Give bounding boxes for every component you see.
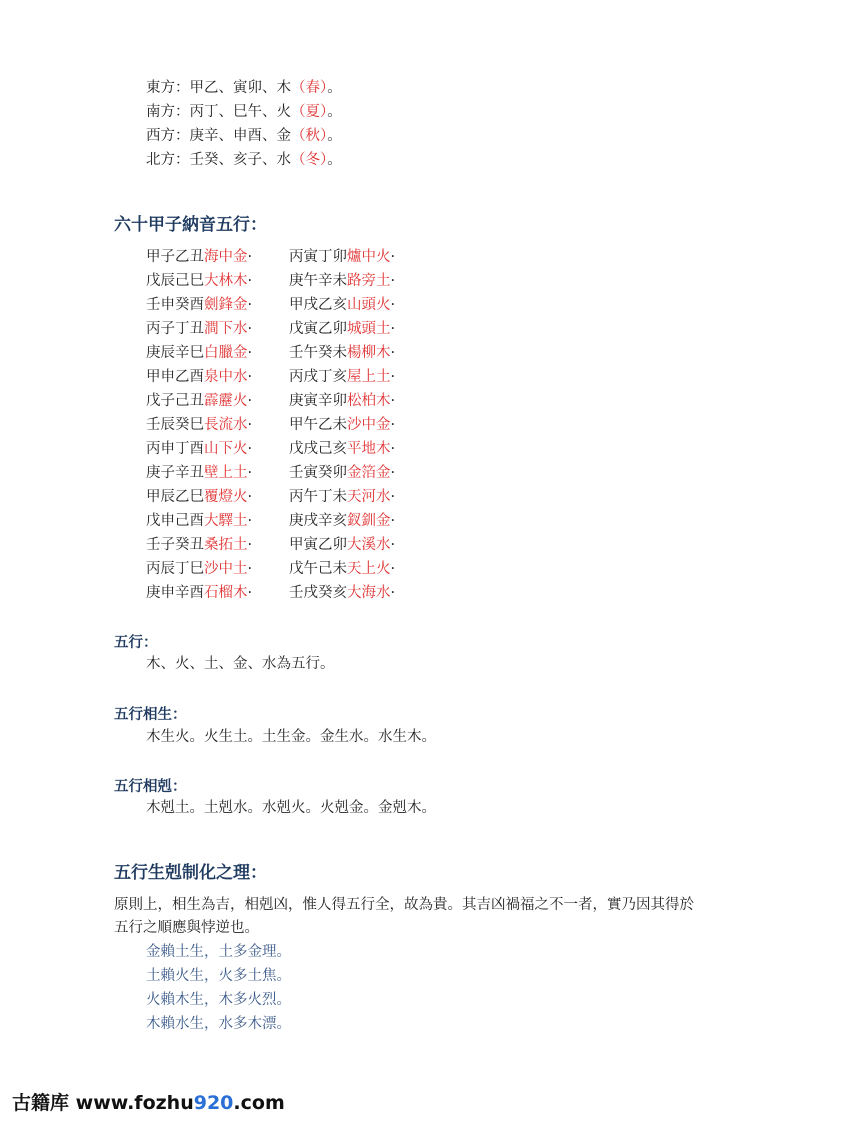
xiangke-text: 木剋土。土剋水。水剋火。火剋金。金剋木。	[146, 800, 436, 816]
direction-north: 北方：壬癸、亥子、水（冬）。	[146, 152, 342, 168]
principle-heading: 五行生剋制化之理：	[114, 863, 267, 883]
principle-paragraph-line2: 五行之順應與悖逆也。	[114, 920, 259, 936]
nayin-row: 庚子辛丑壁上土· 壬寅癸卯金箔金·	[146, 465, 396, 481]
xiangke-heading: 五行相剋：	[114, 779, 187, 795]
footer-url[interactable]: www.fozhu920.com	[75, 1092, 285, 1114]
nayin-row: 庚申辛酉石榴木· 壬戌癸亥大海水·	[146, 585, 396, 601]
nayin-row: 甲辰乙巳覆燈火· 丙午丁未天河水·	[146, 489, 396, 505]
nayin-row: 戊子己丑霹靂火· 庚寅辛卯松柏木·	[146, 393, 396, 409]
nayin-row: 壬申癸酉劍鋒金· 甲戌乙亥山頭火·	[146, 297, 396, 313]
footer-brand: 古籍库	[12, 1092, 70, 1114]
nayin-row: 壬辰癸巳長流水· 甲午乙未沙中金·	[146, 417, 396, 433]
nayin-row: 丙申丁酉山下火· 戊戌己亥平地木·	[146, 441, 396, 457]
xiangsheng-text: 木生火。火生土。土生金。金生水。水生木。	[146, 729, 436, 745]
nayin-row: 戊辰己巳大林木· 庚午辛未路旁土·	[146, 273, 396, 289]
principle-item: 木賴水生，水多木漂。	[146, 1016, 291, 1032]
direction-west: 西方：庚辛、申酉、金（秋）。	[146, 128, 342, 144]
nayin-row: 壬子癸丑桑拓土· 甲寅乙卯大溪水·	[146, 537, 396, 553]
footer-watermark	[12, 1088, 285, 1115]
nayin-heading: 六十甲子納音五行：	[114, 215, 267, 235]
nayin-row: 甲子乙丑海中金· 丙寅丁卯爐中火·	[146, 249, 396, 265]
xiangsheng-heading: 五行相生：	[114, 707, 187, 723]
nayin-row: 庚辰辛巳白臘金· 壬午癸未楊柳木·	[146, 345, 396, 361]
direction-east: 東方：甲乙、寅卯、木（春）。	[146, 80, 342, 96]
nayin-row: 丙子丁丑澗下水· 戊寅乙卯城頭土·	[146, 321, 396, 337]
principle-item: 火賴木生，木多火烈。	[146, 992, 291, 1008]
wuxing-heading: 五行：	[114, 635, 158, 651]
nayin-row: 丙辰丁巳沙中土· 戊午己未天上火·	[146, 561, 396, 577]
nayin-row: 戊申己酉大驛土· 庚戌辛亥釵釧金·	[146, 513, 396, 529]
wuxing-text: 木、火、土、金、水為五行。	[146, 656, 335, 672]
nayin-row: 甲申乙酉泉中水· 丙戌丁亥屋上土·	[146, 369, 396, 385]
direction-south: 南方：丙丁、巳午、火（夏）。	[146, 104, 342, 120]
principle-paragraph-line1: 原則上，相生為吉，相剋凶，惟人得五行全，故為貴。其吉凶禍福之不一者，實乃因其得於	[114, 897, 694, 913]
principle-item: 土賴火生，火多土焦。	[146, 968, 291, 984]
principle-item: 金賴土生，土多金理。	[146, 944, 291, 960]
